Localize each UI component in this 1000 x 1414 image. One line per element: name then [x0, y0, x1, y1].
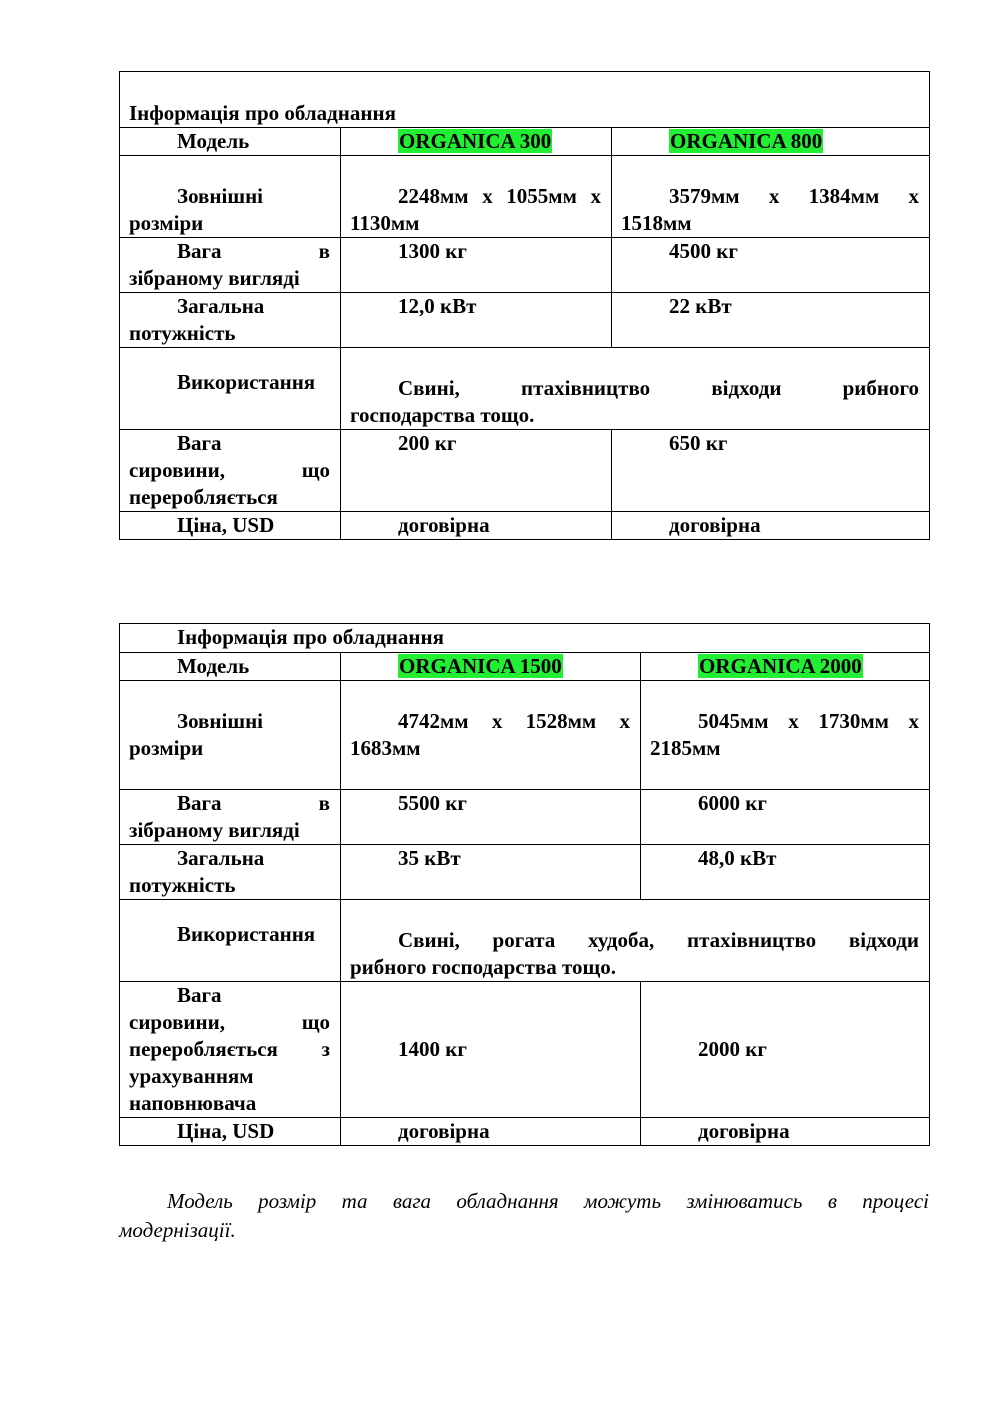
- table-caption: [120, 624, 930, 653]
- price-value: договірна: [341, 512, 612, 540]
- dimensions-label: Зовнішні розміри: [120, 156, 341, 238]
- model-name-cell: [341, 128, 612, 156]
- weight-value: 5500 кг: [341, 790, 641, 845]
- weight-value: 1300 кг: [341, 238, 612, 293]
- dimensions-value: 5045мм х 1730мм х 2185мм: [641, 681, 930, 790]
- raw-material-label: Вага сировини, що переробляється з урахуванням наповнювача: [120, 982, 341, 1118]
- usage-value: Свині, рогата худоба, птахівництво відходи рибного господарства тощо.: [341, 900, 930, 982]
- power-label: Загальна потужність: [120, 293, 341, 348]
- raw-material-value: 200 кг: [341, 430, 612, 512]
- power-value: 12,0 кВт: [341, 293, 612, 348]
- dimensions-value: 2248мм х 1055мм х 1130мм: [341, 156, 612, 238]
- dimensions-label: Зовнішні розміри: [120, 681, 341, 790]
- raw-material-label: Вага сировини, що переробляється: [120, 430, 341, 512]
- raw-material-value: 2000 кг: [641, 982, 930, 1118]
- model-name: ORGANICA 1500: [399, 654, 562, 678]
- power-label: Загальна потужність: [120, 845, 341, 900]
- model-name-cell: [341, 653, 641, 681]
- power-value: 22 кВт: [612, 293, 930, 348]
- usage-label: Використання: [120, 900, 341, 982]
- dimensions-value: 3579мм х 1384мм х 1518мм: [612, 156, 930, 238]
- usage-label: Використання: [120, 348, 341, 430]
- price-label: Ціна, USD: [120, 512, 341, 540]
- usage-value: Свині, птахівництво відходи рибного господарства тощо.: [341, 348, 930, 430]
- footnote-line-1: Модель розмір та вага обладнання можуть змінюватись в процесі: [167, 1189, 929, 1213]
- power-value: 35 кВт: [341, 845, 641, 900]
- raw-material-value: 650 кг: [612, 430, 930, 512]
- table-caption-text: Інформація про обладнання: [177, 625, 444, 649]
- price-value: договірна: [641, 1118, 930, 1146]
- table-caption-text: Інформація про обладнання: [129, 101, 396, 125]
- dimensions-value: 4742мм х 1528мм х 1683мм: [341, 681, 641, 790]
- weight-label: Вага в зібраному вигляді: [120, 238, 341, 293]
- model-name: ORGANICA 300: [399, 129, 552, 153]
- raw-material-value: 1400 кг: [341, 982, 641, 1118]
- power-value: 48,0 кВт: [641, 845, 930, 900]
- model-label: Модель: [120, 653, 341, 681]
- model-name: ORGANICA 2000: [699, 654, 862, 678]
- weight-value: 6000 кг: [641, 790, 930, 845]
- model-name: ORGANICA 800: [670, 129, 823, 153]
- weight-value: 4500 кг: [612, 238, 930, 293]
- footnote: [119, 1187, 929, 1245]
- footnote-line-2: модернізації.: [119, 1218, 236, 1242]
- price-value: договірна: [612, 512, 930, 540]
- equipment-table-1: [119, 71, 930, 540]
- model-name-cell: [612, 128, 930, 156]
- equipment-table-2: [119, 623, 930, 1146]
- table-caption: [120, 72, 930, 128]
- price-value: договірна: [341, 1118, 641, 1146]
- weight-label: Вага в зібраному вигляді: [120, 790, 341, 845]
- model-name-cell: [641, 653, 930, 681]
- model-label: Модель: [120, 128, 341, 156]
- price-label: Ціна, USD: [120, 1118, 341, 1146]
